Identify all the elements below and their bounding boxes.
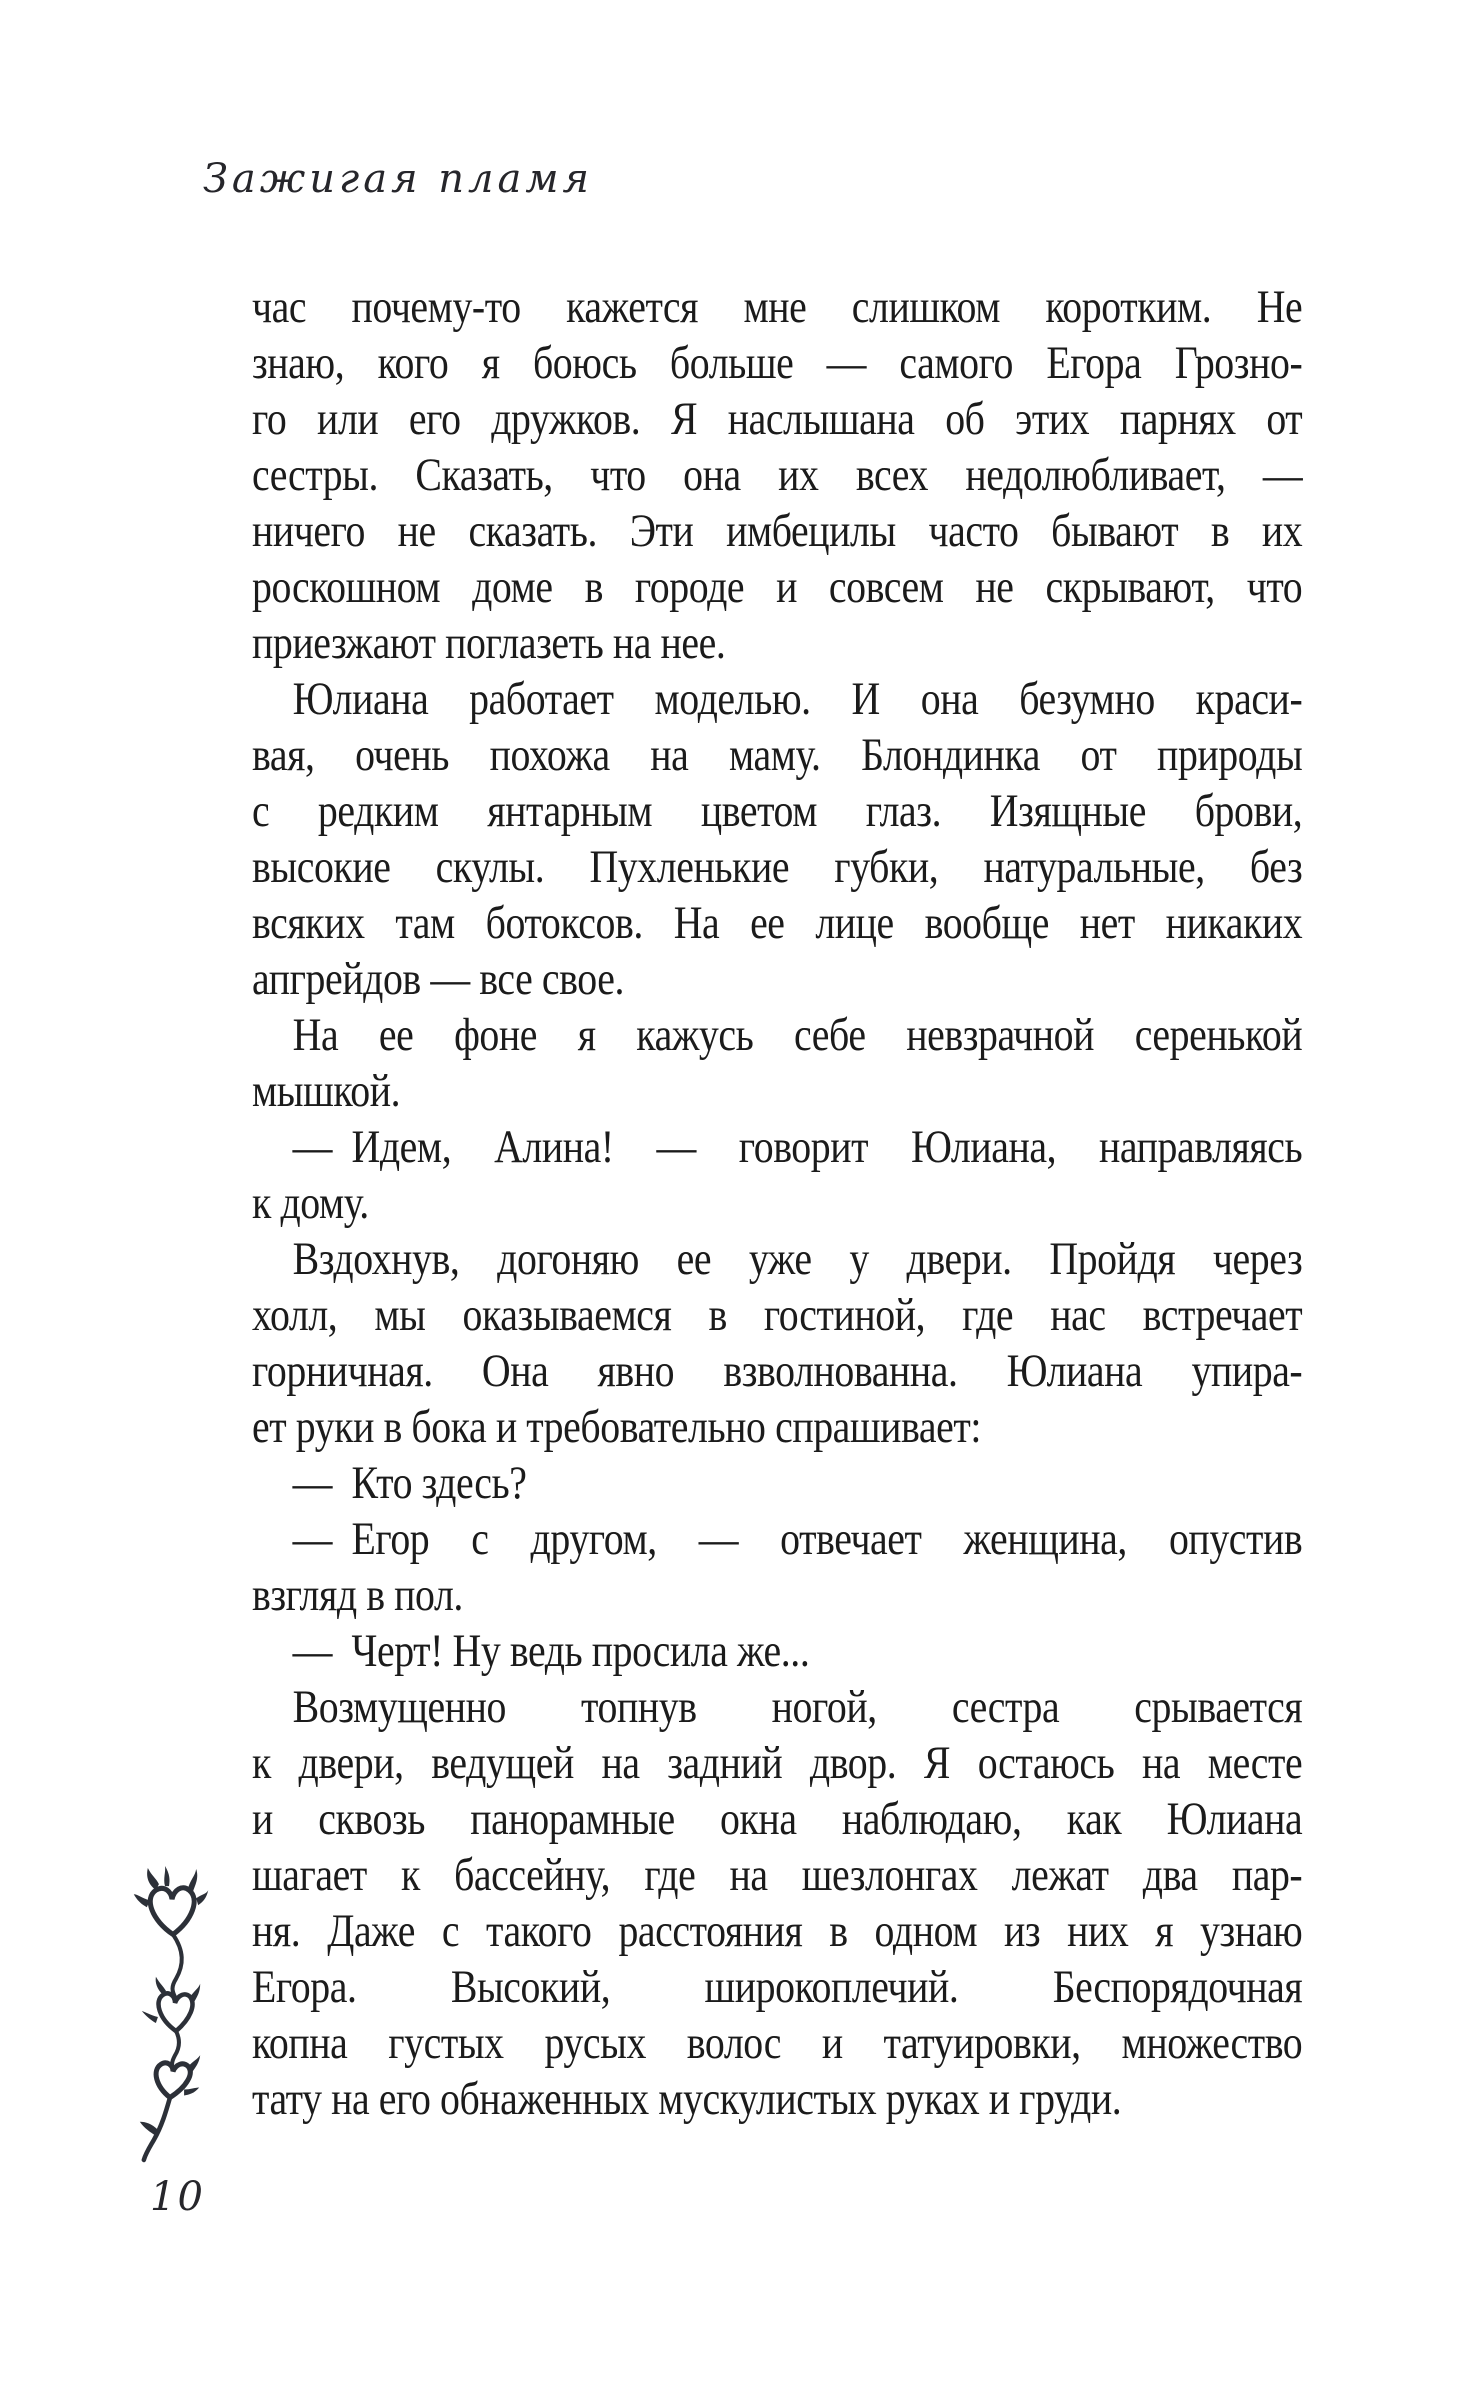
text-line: апгрейдов — все свое. (252, 953, 624, 1005)
text-line: и сквозь панорамные окна наблюдаю, как Юлиана (252, 1793, 1303, 1845)
text-line: вая, очень похожа на маму. Блондинка от природы (252, 729, 1303, 781)
text-line: приезжают поглазеть на нее. (252, 617, 726, 669)
text-line: — Черт! Ну ведь просила же... (292, 1625, 810, 1677)
text-line: Юлиана работает моделью. И она безумно краси- (292, 673, 1303, 725)
text-line: роскошном доме в городе и совсем не скрывают, что (252, 561, 1303, 613)
text-line: знаю, кого я боюсь больше — самого Егора Грозно- (252, 337, 1303, 389)
text-line: Егора. Высокий, широкоплечий. Беспорядочная (252, 1961, 1303, 2013)
text-line: го или его дружков. Я наслышана об этих парнях от (252, 393, 1303, 445)
text-line: шагает к бассейну, где на шезлонгах лежат два пар- (252, 1849, 1303, 1901)
text-line: — Кто здесь? (292, 1457, 527, 1509)
text-line: час почему-то кажется мне слишком коротким. Не (252, 281, 1303, 333)
text-line: Возмущенно топнув ногой, сестра срывается (292, 1681, 1303, 1733)
text-line: взгляд в пол. (252, 1569, 463, 1621)
text-line: На ее фоне я кажусь себе невзрачной серенькой (292, 1009, 1303, 1061)
text-line: мышкой. (252, 1065, 401, 1117)
text-line: тату на его обнаженных мускулистых руках и груди. (252, 2073, 1122, 2125)
running-header: Зажигая пламя (203, 156, 593, 202)
flaming-hearts-flourish-icon (131, 1866, 209, 2166)
text-line: ет руки в бока и требовательно спрашивает: (252, 1401, 981, 1453)
text-line: к двери, ведущей на задний двор. Я остаюсь на месте (252, 1737, 1303, 1789)
text-line: с редким янтарным цветом глаз. Изящные брови, (252, 785, 1303, 837)
text-line: — Егор с другом, — отвечает женщина, опустив (292, 1513, 1303, 1565)
text-line: копна густых русых волос и татуировки, множество (252, 2017, 1303, 2069)
text-line: ничего не сказать. Эти имбецилы часто бывают в их (252, 505, 1303, 557)
page-number: 10 (150, 2174, 205, 2220)
text-line: сестры. Сказать, что она их всех недолюбливает, — (252, 449, 1303, 501)
text-line: холл, мы оказываемся в гостиной, где нас встречает (252, 1289, 1303, 1341)
text-line: ня. Даже с такого расстояния в одном из них я узнаю (252, 1905, 1303, 1957)
text-line: к дому. (252, 1177, 369, 1229)
text-line: всяких там ботоксов. На ее лице вообще нет никаких (252, 897, 1303, 949)
page-body-text (252, 279, 1302, 2127)
text-line: — Идем, Алина! — говорит Юлиана, направляясь (292, 1121, 1303, 1173)
text-line: Вздохнув, догоняю ее уже у двери. Пройдя через (292, 1233, 1303, 1285)
text-line: горничная. Она явно взволнованна. Юлиана упира- (252, 1345, 1303, 1397)
text-line: высокие скулы. Пухленькие губки, натуральные, без (252, 841, 1303, 893)
